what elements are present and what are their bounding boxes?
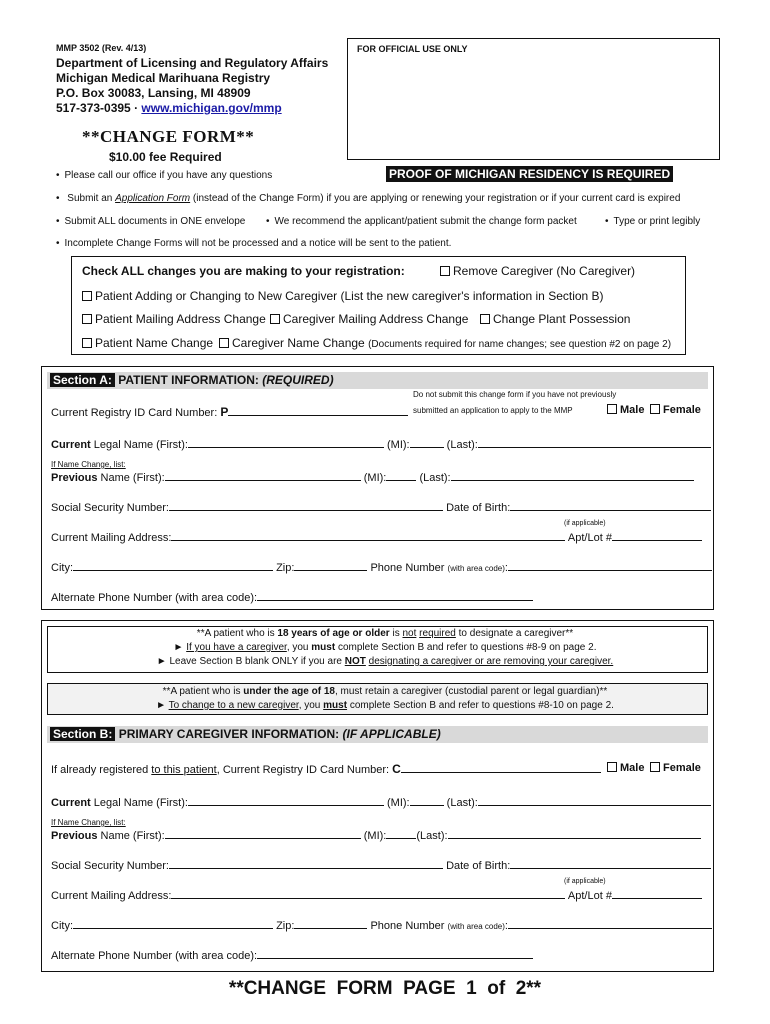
patient-prev-last-field[interactable] xyxy=(451,471,694,481)
form-id: MMP 3502 (Rev. 4/13) xyxy=(56,43,147,53)
checkbox-icon[interactable] xyxy=(607,762,617,772)
caregiver-mi-field[interactable] xyxy=(410,796,444,806)
section-b-title: PRIMARY CAREGIVER INFORMATION: xyxy=(118,727,340,741)
adult-notice-line-1: **A patient who is 18 years of age or older is not required to designate a caregiver** xyxy=(196,628,574,639)
form-title: **CHANGE FORM** xyxy=(82,127,255,146)
caregiver-male-option[interactable]: Male xyxy=(607,762,644,774)
caregiver-previous-name-row: Previous Name (First): (MI): (Last): xyxy=(51,829,701,842)
plant-possession-option[interactable]: Change Plant Possession xyxy=(480,312,630,326)
mailing-address: P.O. Box 30083, Lansing, MI 48909 xyxy=(56,86,251,100)
type-print-note: • Type or print legibly xyxy=(605,216,700,227)
patient-mailing-row: Current Mailing Address: Apt/Lot # xyxy=(51,531,702,544)
patient-ssn-field[interactable] xyxy=(169,501,443,511)
patient-phone-field[interactable] xyxy=(508,561,712,571)
changes-heading: Check ALL changes you are making to your registration: xyxy=(82,264,405,278)
call-office-note: • Please call our office if you have any questions xyxy=(56,170,272,181)
submit-application-note: • Submit an Application Form (instead of the Change Form) if you are applying or renewing your registration or if your current card is expired xyxy=(56,193,680,204)
patient-name-option[interactable]: Patient Name Change xyxy=(82,336,213,350)
checkbox-icon[interactable] xyxy=(650,404,660,414)
checkbox-icon[interactable] xyxy=(219,338,229,348)
caregiver-prev-mi-field[interactable] xyxy=(386,829,416,839)
section-b-header xyxy=(47,726,708,743)
checkbox-icon[interactable] xyxy=(480,314,490,324)
patient-dob-field[interactable] xyxy=(510,501,711,511)
arrow-right-icon: ► xyxy=(156,700,166,711)
official-use-box xyxy=(347,38,720,160)
remove-caregiver-option[interactable]: Remove Caregiver (No Caregiver) xyxy=(440,264,635,278)
caregiver-mailing-option[interactable]: Caregiver Mailing Address Change xyxy=(270,312,468,326)
patient-zip-field[interactable] xyxy=(294,561,367,571)
section-a-label: Section A: xyxy=(50,373,115,387)
adding-caregiver-option[interactable]: Patient Adding or Changing to New Caregiver (List the new caregiver's information in Section B) xyxy=(82,289,604,303)
checkbox-icon[interactable] xyxy=(270,314,280,324)
caregiver-city-field[interactable] xyxy=(73,919,273,929)
minor-notice-line-2: ► To change to a new caregiver, you must complete Section B and refer to questions #8-10 on page 2. xyxy=(156,700,614,711)
checkbox-icon[interactable] xyxy=(82,338,92,348)
website-link[interactable]: www.michigan.gov/mmp xyxy=(141,101,282,115)
caregiver-first-name-field[interactable] xyxy=(188,796,384,806)
patient-female-option[interactable]: Female xyxy=(650,404,701,416)
proof-banner: PROOF OF MICHIGAN RESIDENCY IS REQUIRED xyxy=(386,166,673,182)
patient-prev-mi-field[interactable] xyxy=(386,471,416,481)
patient-registry-id-row: Current Registry ID Card Number: P xyxy=(51,405,408,419)
incomplete-note: • Incomplete Change Forms will not be processed and a notice will be sent to the patient. xyxy=(56,238,451,249)
checkbox-icon[interactable] xyxy=(82,291,92,301)
patient-registry-id-field[interactable] xyxy=(228,406,408,416)
application-form-link[interactable]: Application Form xyxy=(115,193,191,204)
caregiver-female-option[interactable]: Female xyxy=(650,762,701,774)
caregiver-ssn-field[interactable] xyxy=(169,859,443,869)
office-phone: 517-373-0395 · xyxy=(56,101,139,115)
patient-if-applicable: (if applicable) xyxy=(564,520,606,527)
caregiver-if-applicable: (if applicable) xyxy=(564,878,606,885)
patient-if-name-change: If Name Change, list: xyxy=(51,460,126,469)
caregiver-alt-phone-row: Alternate Phone Number (with area code): xyxy=(51,949,533,962)
patient-last-name-field[interactable] xyxy=(478,438,711,448)
caregiver-current-name-row: Current Legal Name (First): (MI): (Last): xyxy=(51,796,711,809)
caregiver-city-row: City: Zip: Phone Number (with area code): xyxy=(51,919,712,932)
caregiver-mailing-row: Current Mailing Address: Apt/Lot # xyxy=(51,889,702,902)
checkbox-icon[interactable] xyxy=(650,762,660,772)
section-a-header xyxy=(47,372,708,389)
registry-name: Michigan Medical Marihuana Registry xyxy=(56,71,271,85)
name-change-note: (Documents required for name changes; see question #2 on page 2) xyxy=(368,339,672,350)
caregiver-apt-field[interactable] xyxy=(612,889,702,899)
caregiver-if-name-change: If Name Change, list: xyxy=(51,818,126,827)
checkbox-icon[interactable] xyxy=(82,314,92,324)
adult-notice-line-3: ► Leave Section B blank ONLY if you are NOT designating a caregiver or are removing your caregiver. xyxy=(156,656,614,667)
caregiver-ssn-row: Social Security Number: Date of Birth: xyxy=(51,859,711,872)
recommend-note: • We recommend the applicant/patient submit the change form packet xyxy=(266,216,577,227)
section-b-label: Section B: xyxy=(50,727,115,741)
patient-alt-phone-row: Alternate Phone Number (with area code): xyxy=(51,591,533,604)
page-footer: **CHANGE FORM PAGE 1 of 2** xyxy=(228,978,542,999)
arrow-right-icon: ► xyxy=(173,642,184,653)
patient-mailing-option[interactable]: Patient Mailing Address Change xyxy=(82,312,266,326)
patient-mi-field[interactable] xyxy=(410,438,444,448)
section-a-note-2: submitted an application to apply to the MMP xyxy=(413,406,573,415)
contact-line xyxy=(56,101,282,115)
patient-current-name-row: Current Legal Name (First): (MI): (Last): xyxy=(51,438,711,451)
caregiver-mailing-field[interactable] xyxy=(171,889,565,899)
checkbox-icon[interactable] xyxy=(440,266,450,276)
section-b-applicable: (IF APPLICABLE) xyxy=(342,727,441,741)
official-use-label: FOR OFFICIAL USE ONLY xyxy=(357,44,468,54)
patient-apt-field[interactable] xyxy=(612,531,702,541)
patient-city-field[interactable] xyxy=(73,561,273,571)
caregiver-alt-phone-field[interactable] xyxy=(257,949,533,959)
checkbox-icon[interactable] xyxy=(607,404,617,414)
patient-alt-phone-field[interactable] xyxy=(257,591,533,601)
caregiver-prev-first-field[interactable] xyxy=(165,829,361,839)
section-a-required: (REQUIRED) xyxy=(262,373,334,387)
minor-notice-line-1: **A patient who is under the age of 18, must retain a caregiver (custodial parent or legal guardian)** xyxy=(162,686,608,697)
caregiver-phone-field[interactable] xyxy=(508,919,712,929)
patient-previous-name-row: Previous Name (First): (MI): (Last): xyxy=(51,471,694,484)
caregiver-last-name-field[interactable] xyxy=(478,796,711,806)
caregiver-zip-field[interactable] xyxy=(294,919,367,929)
caregiver-name-option[interactable]: Caregiver Name Change (Documents required for name changes; see question #2 on page 2) xyxy=(219,336,671,350)
fee-notice: $10.00 fee Required xyxy=(109,150,222,164)
patient-first-name-field[interactable] xyxy=(188,438,384,448)
patient-city-row: City: Zip: Phone Number (with area code): xyxy=(51,561,712,574)
one-envelope-note: • Submit ALL documents in ONE envelope xyxy=(56,216,245,227)
caregiver-dob-field[interactable] xyxy=(510,859,711,869)
caregiver-registry-id-field[interactable] xyxy=(401,763,601,773)
caregiver-prev-last-field[interactable] xyxy=(448,829,701,839)
department-name: Department of Licensing and Regulatory Affairs xyxy=(56,56,329,70)
patient-mailing-field[interactable] xyxy=(171,531,565,541)
adult-notice-line-2: ► If you have a caregiver, you must complete Section B and refer to questions #8-9 on page 2. xyxy=(173,642,597,653)
arrow-right-icon: ► xyxy=(156,656,167,667)
patient-prev-first-field[interactable] xyxy=(165,471,361,481)
patient-male-option[interactable]: Male xyxy=(607,404,644,416)
section-a-title: PATIENT INFORMATION: xyxy=(118,373,259,387)
caregiver-registry-id-row: If already registered to this patient, Current Registry ID Card Number: C xyxy=(51,762,601,776)
section-a-note-1: Do not submit this change form if you have not previously xyxy=(413,390,617,399)
patient-ssn-row: Social Security Number: Date of Birth: xyxy=(51,501,711,514)
